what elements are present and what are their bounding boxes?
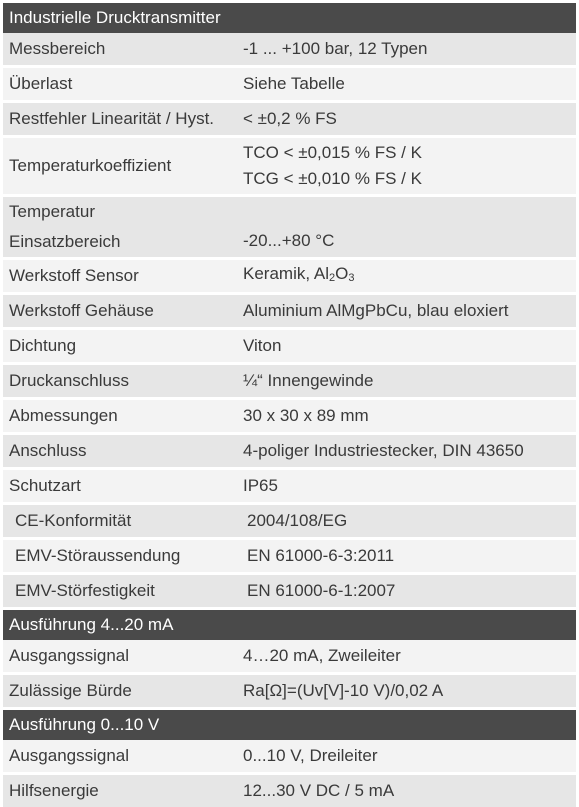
table-row [3,575,576,607]
row-label: Werkstoff Sensor [9,266,139,285]
row-value: < ±0,2 % FS [243,109,337,128]
table-row [3,540,576,572]
section-title-0-10v: Ausführung 0...10 V [3,710,576,740]
row-label: Ausgangssignal [9,746,130,765]
table-row [3,365,576,397]
row-value: Siehe Tabelle [243,74,345,93]
table-row [3,68,576,100]
row-value: Aluminium AlMgPbCu, blau eloxiert [243,301,509,320]
row-label: Temperaturkoeffizient [9,156,172,175]
table-row [3,197,576,257]
row-label-line1: Temperatur [9,202,95,221]
row-label: Schutzart [9,476,81,495]
row-value: Ra[Ω]=(Uv[V]-10 V)/0,02 A [243,681,444,700]
table-row [3,675,576,707]
row-value: ¼“ Innengewinde [243,371,374,390]
row-value: EN 61000-6-1:2007 [247,581,396,600]
row-value-tcg: TCG < ±0,010 % FS / K [243,169,422,188]
row-value: IP65 [243,476,278,495]
section-title-4-20ma: Ausführung 4...20 mA [3,610,576,640]
row-value: -20...+80 °C [243,231,335,250]
table-row [3,740,576,772]
row-label [3,197,243,257]
spec-table [3,3,576,807]
row-label: Überlast [9,74,73,93]
table-row [3,260,576,292]
table-row [3,103,576,135]
row-value: 12...30 V DC / 5 mA [243,781,395,800]
table-row [3,33,576,65]
row-label: Messbereich [9,39,106,58]
row-label: EMV-Störfestigkeit [15,581,155,600]
row-value: 2004/108/EG [247,511,348,530]
table-row [3,295,576,327]
table-row [3,505,576,537]
row-value: -1 ... +100 bar, 12 Typen [243,39,428,58]
table-row [3,640,576,672]
row-value: Viton [243,336,282,355]
table-title: Industrielle Drucktransmitter [3,3,576,33]
row-value: 4…20 mA, Zweileiter [243,646,401,665]
row-value: 0...10 V, Dreileiter [243,746,378,765]
row-label: EMV-Störaussendung [15,546,181,565]
row-value: 30 x 30 x 89 mm [243,406,369,425]
row-label: Hilfsenergie [9,781,99,800]
row-value: Keramik, $Al_2O_3$ [243,264,355,284]
row-label: Abmessungen [9,406,118,425]
row-label: Restfehler Linearität / Hyst. [9,109,215,128]
table-row [3,470,576,502]
row-value-tco: TCO < ±0,015 % FS / K [243,143,422,162]
row-label: Anschluss [9,441,87,460]
row-value: EN 61000-6-3:2011 [247,546,395,565]
row-label: Dichtung [9,336,77,355]
row-label: Zulässige Bürde [9,681,132,700]
table-row [3,138,576,194]
table-row [3,435,576,467]
row-label: Werkstoff Gehäuse [9,301,154,320]
row-value: 4-poliger Industriestecker, DIN 43650 [243,441,524,460]
table-row [3,330,576,362]
table-row [3,400,576,432]
row-label-line2: Einsatzbereich [9,232,121,251]
row-label: Druckanschluss [9,371,129,390]
row-label: Ausgangssignal [9,646,130,665]
table-row [3,775,576,807]
row-label: CE-Konformität [15,511,132,530]
